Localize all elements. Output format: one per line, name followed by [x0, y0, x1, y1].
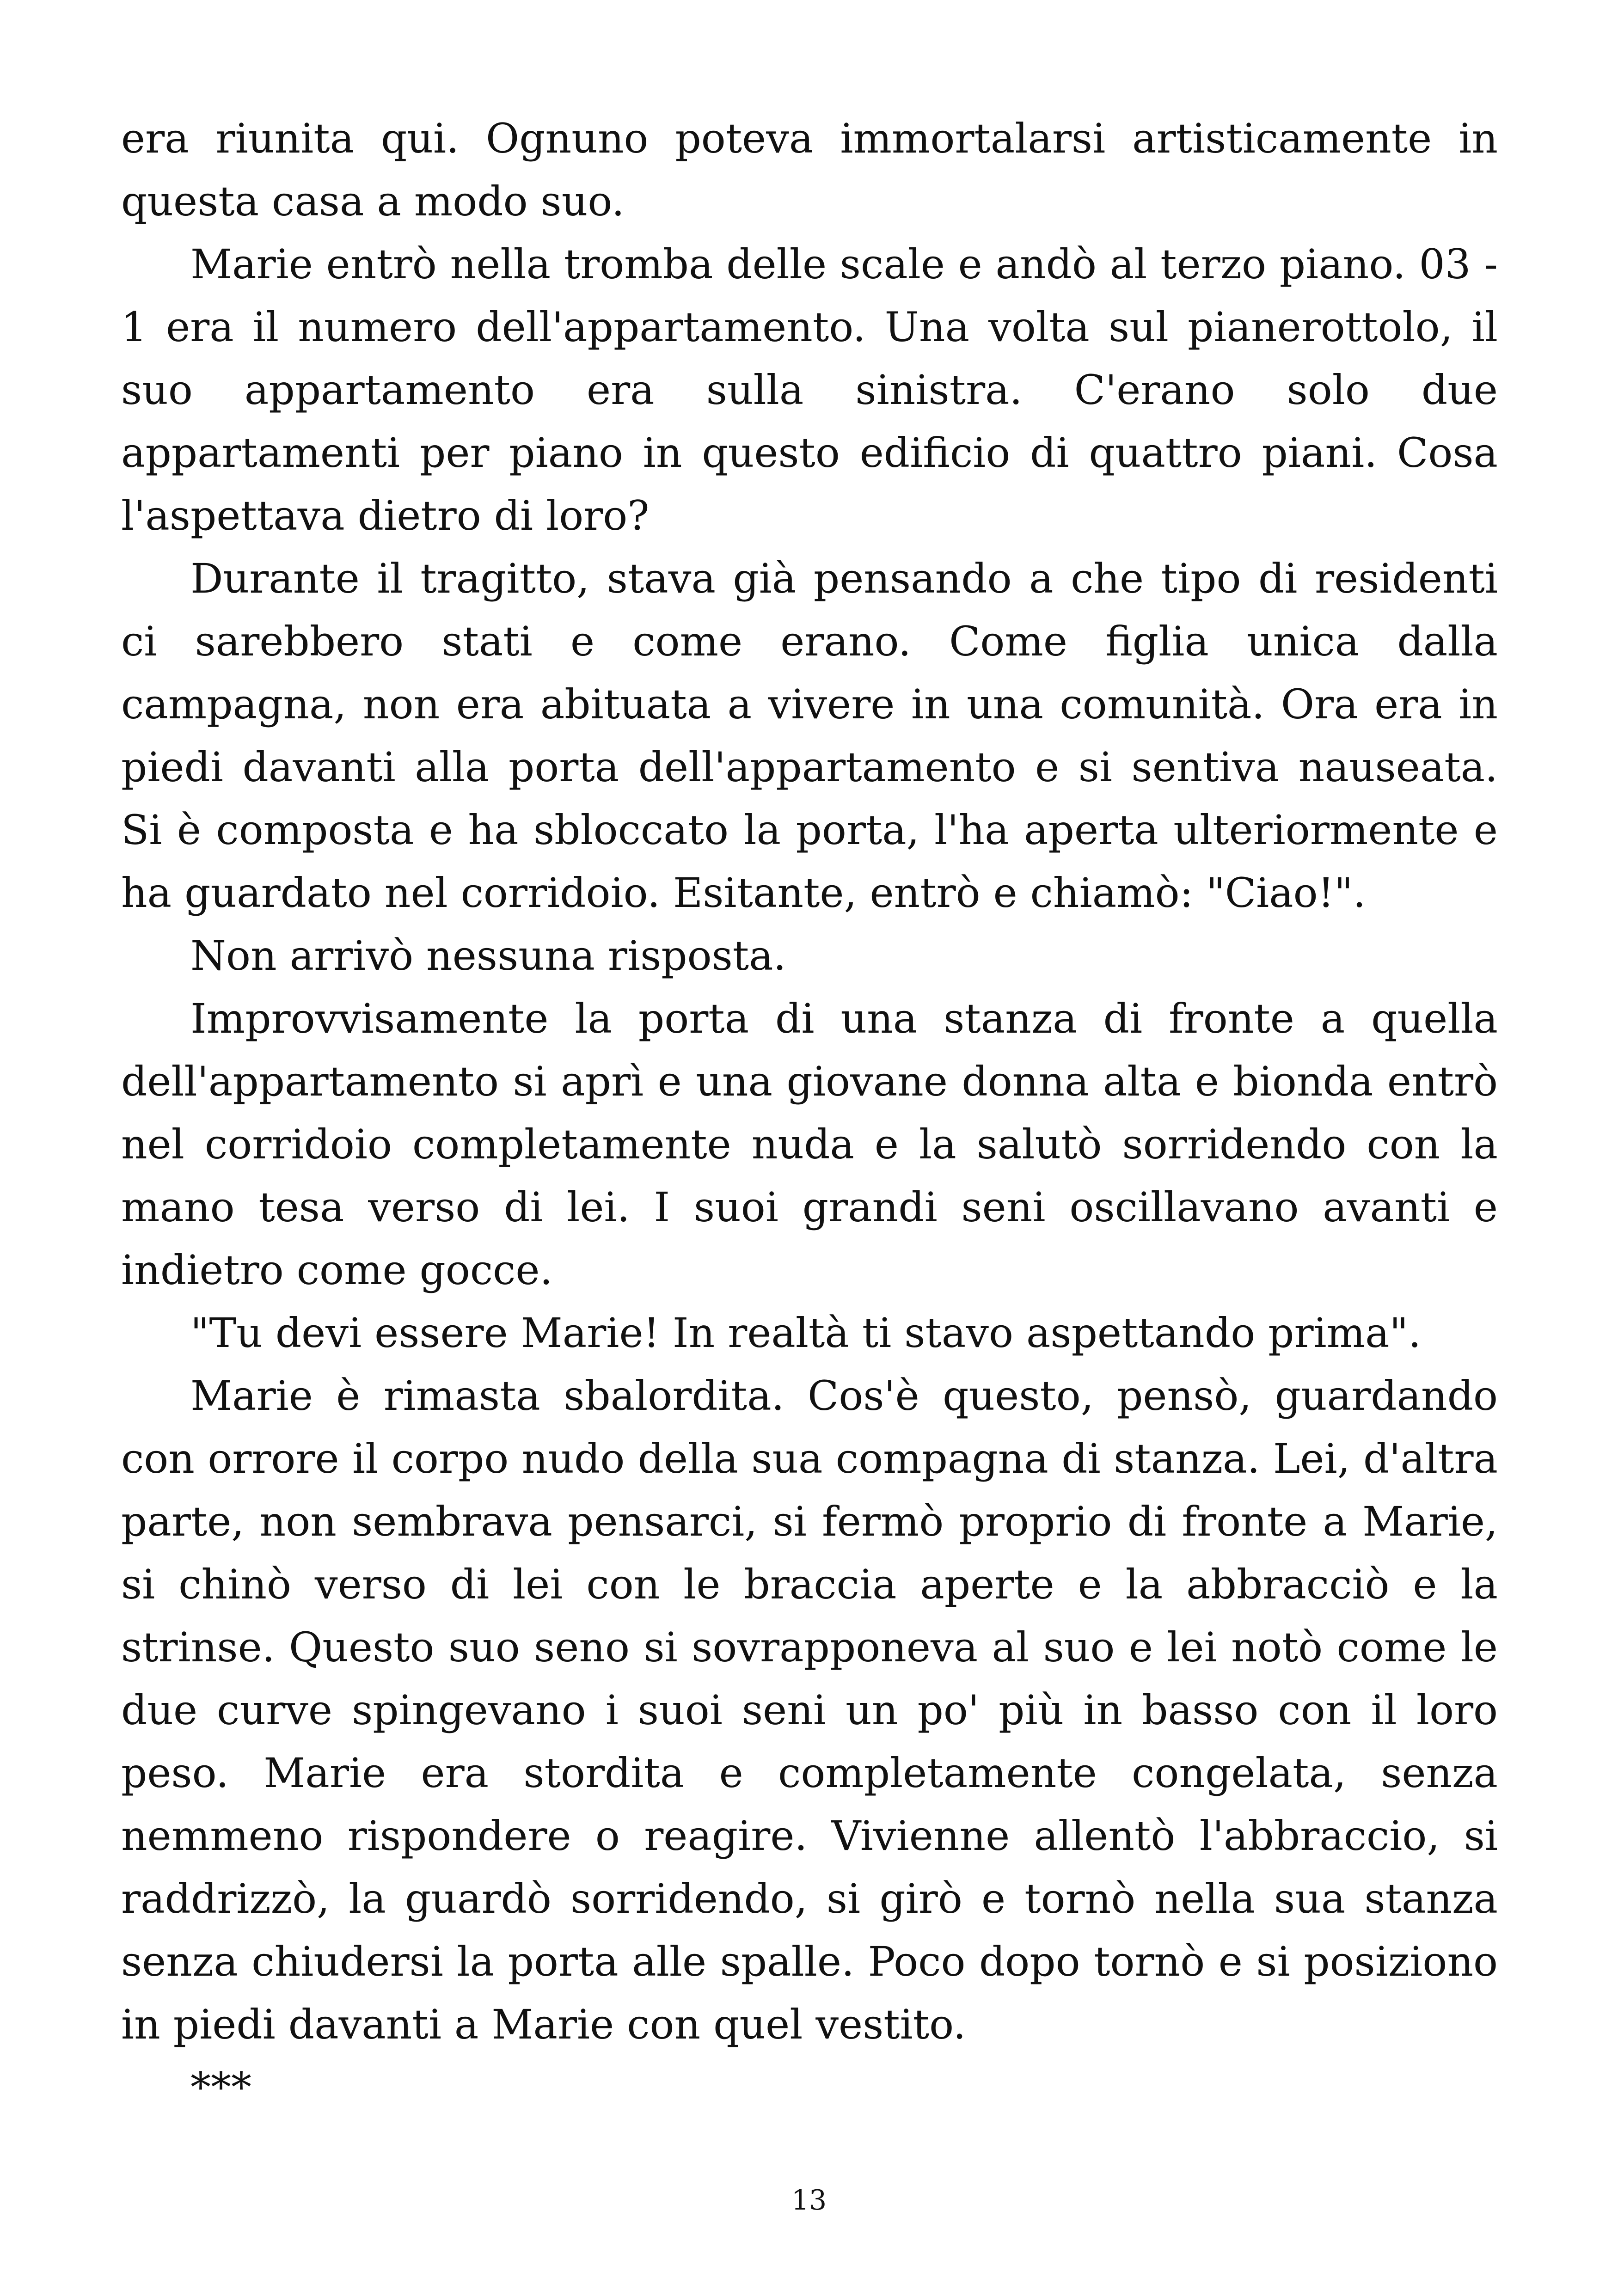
paragraph-6: "Tu devi essere Marie! In realtà ti stavo aspettando prima".: [190, 1309, 1422, 1357]
paragraph-2: Marie entrò nella tromba delle scale e andò al terzo piano. 03 - 1 era il numero dell'appartamento. Una volta sul pianerottolo, il suo appartamento era sulla sinistra. C'erano solo due appartamenti per piano in questo edificio di quattro piani. Cosa l'aspettava dietro di loro?: [121, 240, 1498, 539]
paragraph-3: Durante il tragitto, stava già pensando a che tipo di residenti ci sarebbero stati e come erano. Come figlia unica dalla campagna, non era abituata a vivere in una comunità. Ora era in piedi davanti alla porta dell'appartamento e si sentiva nauseata. Si è composta e ha sbloccato la porta, l'ha aperta ulteriormente e ha guardato nel corridoio. Esitante, entrò e chiamò: "Ciao!".: [121, 555, 1498, 917]
paragraph-1: era riunita qui. Ognuno poteva immortalarsi artisticamente in questa casa a modo suo.: [121, 115, 1498, 225]
paragraph-4: Non arrivò nessuna risposta.: [190, 932, 786, 980]
body-text: [121, 107, 1498, 2119]
paragraph-7: Marie è rimasta sbalordita. Cos'è questo, pensò, guardando con orrore il corpo nudo della sua compagna di stanza. Lei, d'altra parte, non sembrava pensarci, si fermò proprio di fronte a Marie, si chinò verso di lei con le braccia aperte e la abbracciò e la strinse. Questo suo seno si sovrapponeva al suo e lei notò come le due curve spingevano i suoi seni un po' più in basso con il loro peso. Marie era stordita e completamente congelata, senza nemmeno rispondere o reagire. Vivienne allentò l'abbraccio, si raddrizzò, la guardò sorridendo, si girò e tornò nella sua stanza senza chiudersi la porta alle spalle. Poco dopo tornò e si posiziono in piedi davanti a Marie con quel vestito.: [121, 1372, 1498, 2048]
paragraph-5: Improvvisamente la porta di una stanza di fronte a quella dell'appartamento si aprì e una giovane donna alta e bionda entrò nel corridoio completamente nuda e la salutò sorridendo con la mano tesa verso di lei. I suoi grandi seni oscillavano avanti e indietro come gocce.: [121, 995, 1498, 1294]
scene-break: ***: [190, 2063, 251, 2111]
page-number: 13: [791, 2184, 827, 2216]
